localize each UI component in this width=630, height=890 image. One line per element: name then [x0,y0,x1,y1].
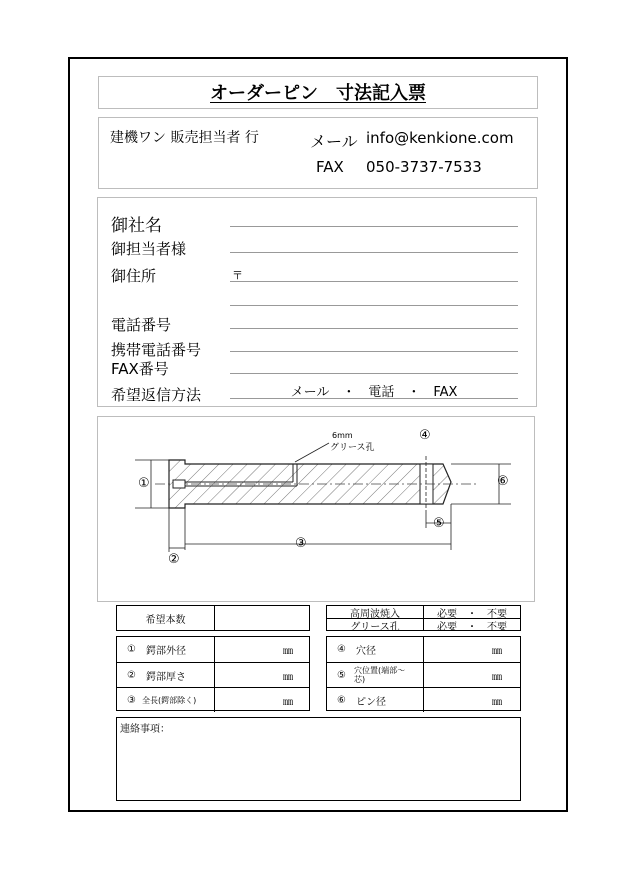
grease-hole-choice[interactable]: 必要 ・ 不要 [437,621,507,633]
company-label: 御社名 [111,216,162,236]
reply-method-field [230,398,518,399]
dim-6-label: ピン径 [355,696,386,708]
address-field-1[interactable] [230,281,518,282]
email-label: メール [310,132,358,151]
marker-6: ⑥ [497,474,509,489]
fax-number: 050-3737-7533 [366,158,482,176]
dimensions-table-left [116,636,310,711]
dimensions-table-right [326,636,521,711]
quantity-label: 希望本数 [117,606,215,630]
dim-5-field[interactable] [424,663,520,687]
dim-3-number: ③ [127,694,136,706]
quantity-field[interactable] [215,606,309,630]
options-table [326,605,521,631]
dim-1-field[interactable] [215,637,309,662]
dim-6-number: ⑥ [337,694,346,706]
form-title-box [98,76,538,109]
dim-4-field[interactable] [424,637,520,662]
dim-3-label: 全長(鍔部除く) [141,695,197,705]
fax-field-label: FAX番号 [111,360,169,378]
dim-row-3 [117,688,309,712]
dim-6-field[interactable] [424,688,520,712]
dim-6-unit: ㎜ [492,696,502,708]
marker-4: ④ [419,428,431,443]
marker-2: ② [168,552,180,567]
phone-label: 電話番号 [111,316,172,334]
email-address[interactable]: info@kenkione.com [366,129,514,147]
marker-1: ① [138,476,150,491]
marker-3: ③ [295,536,307,551]
notes-box[interactable] [116,717,521,801]
fax-field[interactable] [230,373,518,374]
dim-2-unit: ㎜ [283,671,293,683]
company-field[interactable] [230,226,518,227]
induction-hardening-label: 高周波焼入 [327,606,424,618]
dim-1-number: ① [127,644,136,655]
dim-4-unit: ㎜ [492,646,502,657]
notes-label: 連絡事項： [120,724,170,735]
dim-2-number: ② [127,669,136,681]
reply-options[interactable]: メール ・ 電話 ・ FAX [290,385,458,400]
marker-5: ⑤ [433,516,445,531]
dim-row-2 [117,663,309,688]
dim-row-5 [327,663,520,688]
dim-row-1 [117,637,309,663]
dim-1-unit: ㎜ [283,646,293,657]
dim-row-6 [327,688,520,712]
dim-4-label: 穴径 [355,646,376,657]
address-field-2[interactable] [230,305,518,306]
dim-2-field[interactable] [215,663,309,687]
mobile-field[interactable] [230,351,518,352]
pin-diagram [97,416,535,602]
dim-row-4 [327,637,520,663]
recipient: 建機ワン 販売担当者 行 [110,130,259,146]
postal-mark: 〒 [232,269,243,282]
dim-2-label: 鍔部厚さ [145,671,186,683]
phone-field[interactable] [230,328,518,329]
contact-person-label: 御担当者様 [111,240,187,258]
dim-3-field[interactable] [215,688,309,712]
dim-5-number: ⑤ [337,669,346,681]
grease-hole-option-label: グリース孔 [327,619,424,631]
quantity-row [116,605,310,631]
grease-size-label: 6mm [332,431,353,440]
contact-person-field[interactable] [230,252,518,253]
dim-5-unit: ㎜ [492,671,502,683]
address-label: 御住所 [111,267,157,285]
dim-3-unit: ㎜ [283,696,293,708]
mobile-label: 携帯電話番号 [111,341,202,359]
dim-5-label: 穴位置(端部～芯) [353,666,406,684]
dim-4-number: ④ [337,644,346,655]
fax-label: FAX [316,158,344,176]
form-title: オーダーピン 寸法記入票 [210,83,426,104]
induction-hardening-choice[interactable]: 必要 ・ 不要 [437,608,507,620]
dim-1-label: 鍔部外径 [145,646,186,657]
grease-hole-label: グリース孔 [330,443,375,453]
reply-method-label: 希望返信方法 [111,386,202,404]
